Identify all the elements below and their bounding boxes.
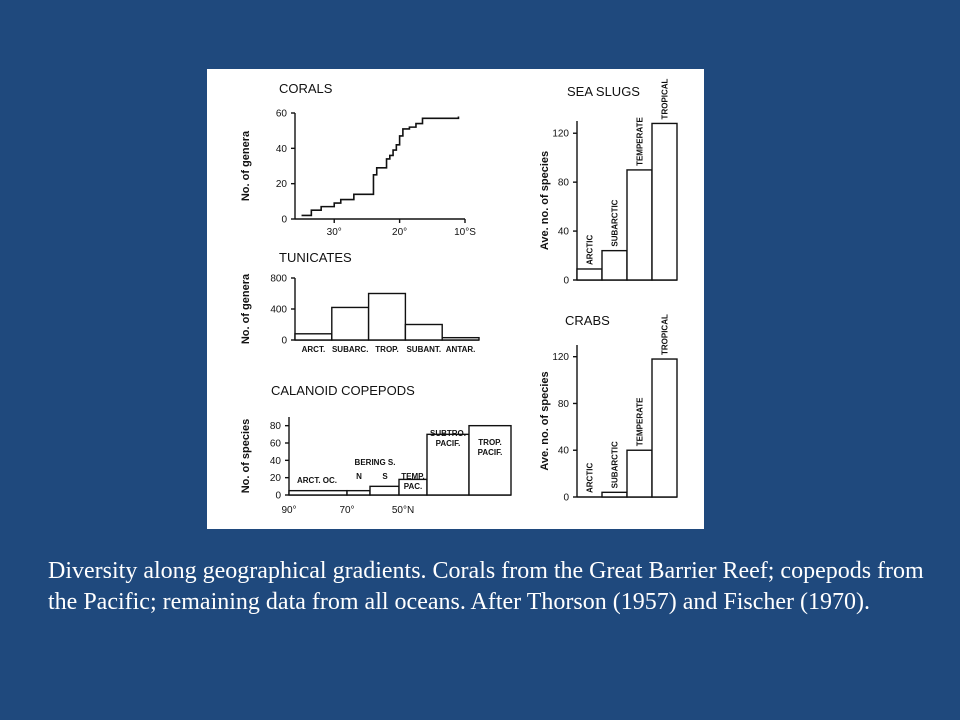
y-tick-label: 400 [270,304,287,316]
category-label: TROPICAL [660,78,670,120]
chart-crabs [539,313,677,504]
chart-title: TUNICATES [279,250,352,265]
group-label: BERING S. [354,458,396,467]
figure-caption: Diversity along geographical gradients. Corals from the Great Barrier Reef; copepods from the Pacific; remaining data from all oceans. After Thorson (1957) and Fischer (1970). [48,558,924,615]
category-label: ARCT. OC. [297,476,337,485]
chart-title: CALANOID COPEPODS [271,383,415,398]
category-label: ANTAR. [445,345,476,354]
y-axis-label: No. of genera [240,130,252,202]
figure-panel [207,69,704,529]
category-label: SUBANT. [406,345,442,354]
sea_slugs-bar [652,123,677,280]
y-tick-label: 0 [563,492,569,504]
x-tick-label: 90° [281,505,297,516]
chart-sea_slugs [539,78,677,286]
y-tick-label: 80 [557,398,569,410]
y-tick-label: 40 [269,455,281,467]
category-label: SUBARCTIC [610,441,620,489]
y-tick-label: 120 [552,352,569,364]
y-tick-label: 0 [281,335,287,347]
category-label: ARCT. [301,345,326,354]
y-tick-label: 40 [557,226,569,238]
category-label: PACIF. [477,448,503,457]
y-tick-label: 80 [557,177,569,189]
tunicates-bar [405,325,442,341]
category-label: SUBTRO. [430,429,466,438]
chart-title: CRABS [565,313,610,328]
y-tick-label: 60 [275,108,287,120]
chart-corals [240,81,476,238]
tunicates-bar [369,294,406,341]
copepods-bar [289,491,347,495]
category-label: TROP. [375,345,399,354]
y-tick-label: 20 [275,179,287,191]
y-tick-label: 120 [552,128,569,140]
tunicates-bar [332,307,369,340]
figure-svg [207,69,704,529]
sea_slugs-bar [602,251,627,280]
crabs-bar [627,450,652,497]
x-tick-label: 10°S [454,227,476,238]
category-label: TROPICAL [660,314,670,356]
copepods-bar [370,486,399,495]
tunicates-bar [442,338,479,340]
crabs-bar [602,492,627,497]
category-label: S [382,472,388,481]
tunicates-bar [295,334,332,340]
y-tick-label: 40 [275,143,287,155]
x-tick-label: 30° [326,227,342,238]
x-tick-label: 50°N [391,505,415,516]
sea_slugs-bar [627,170,652,280]
y-axis-label: Ave. no. of species [539,150,551,251]
y-axis-label: No. of genera [240,273,252,345]
y-tick-label: 20 [269,473,281,485]
category-label: TEMPERATE [635,397,645,447]
x-tick-label: 20° [392,227,408,238]
y-tick-label: 0 [281,214,287,226]
chart-title: SEA SLUGS [567,84,640,99]
copepods-bar [347,491,370,495]
copepods-bar [469,426,511,495]
category-label: SUBARCTIC [610,199,620,247]
category-label: TEMP. [401,472,425,481]
category-label: ARCTIC [585,234,595,265]
y-tick-label: 0 [563,275,569,287]
y-tick-label: 80 [269,421,281,433]
category-label: PAC. [403,482,423,491]
sea_slugs-bar [577,269,602,280]
y-axis-label: No. of species [240,418,252,494]
y-tick-label: 60 [269,438,281,450]
category-label: N [356,472,362,481]
y-tick-label: 40 [557,445,569,457]
category-label: ARCTIC [585,462,595,493]
crabs-bar [652,359,677,497]
chart-tunicates [240,250,479,354]
y-tick-label: 0 [275,490,281,502]
category-label: TROP. [478,438,502,447]
corals-step-line [302,117,459,216]
chart-title: CORALS [279,81,333,96]
category-label: PACIF. [435,439,461,448]
y-axis-label: Ave. no. of species [539,371,551,471]
category-label: SUBARC. [331,345,369,354]
y-tick-label: 800 [270,273,287,285]
category-label: TEMPERATE [635,117,645,166]
chart-calanoid_copepods [240,383,511,516]
x-tick-label: 70° [339,505,355,516]
